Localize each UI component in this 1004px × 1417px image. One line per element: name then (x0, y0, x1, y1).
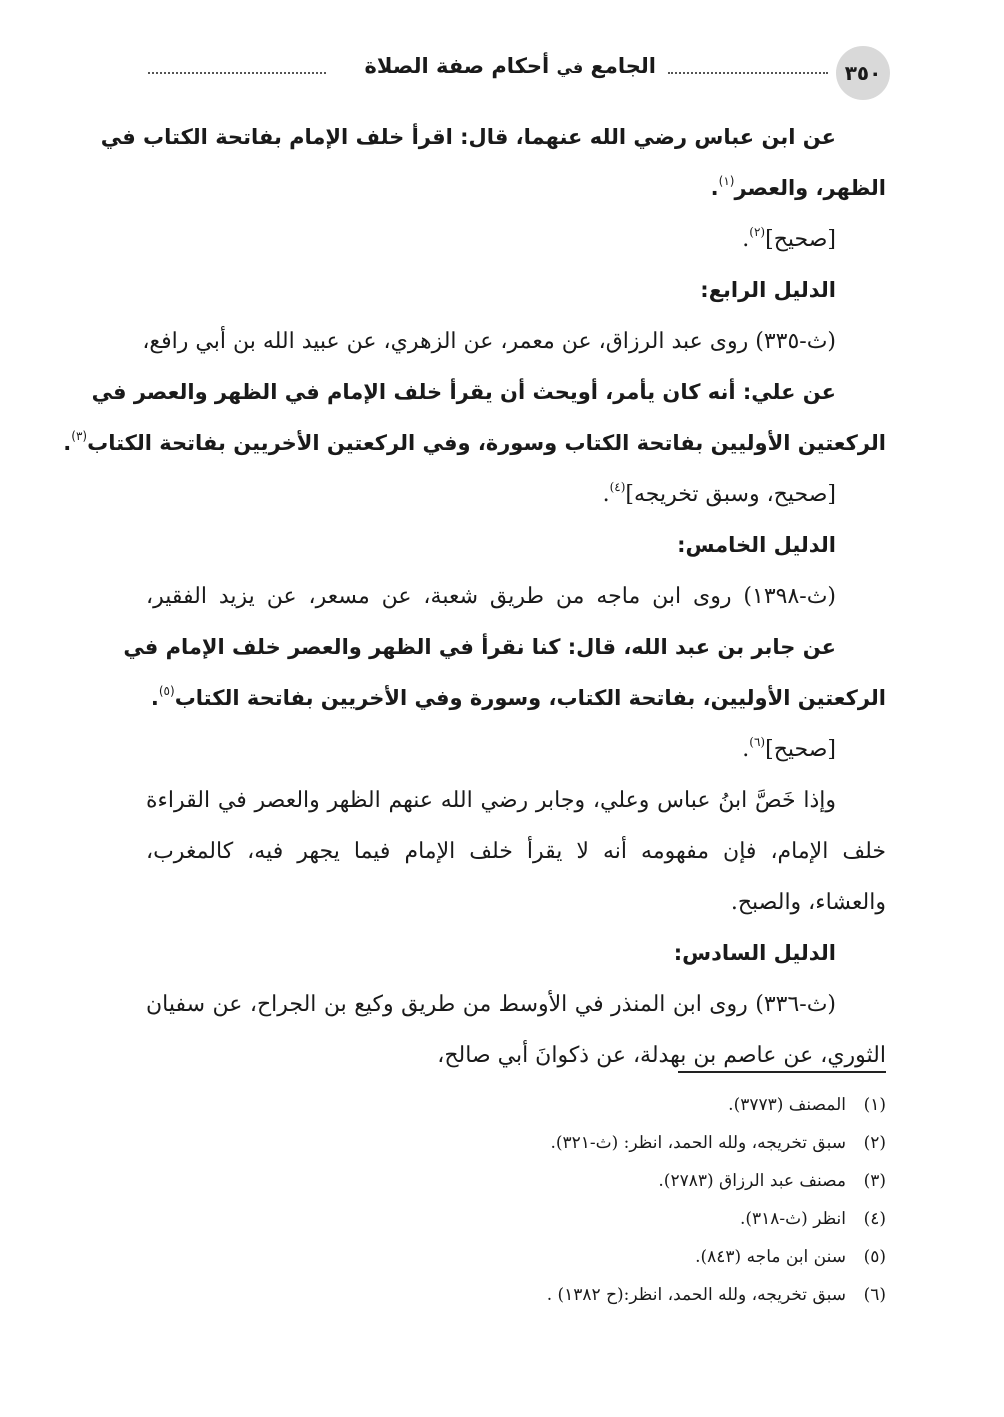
footnote-number: (٦) (863, 1285, 886, 1305)
grade-line: [صحيح]$^{(٦)}$. (742, 735, 836, 762)
footnote-number: (١) (863, 1095, 886, 1115)
footnote (146, 1238, 886, 1276)
footnote-ref: (١) (718, 174, 735, 188)
section-heading: الدليل الرابع: (700, 278, 836, 302)
footnote-text: المصنف (٣٧٧٣). (728, 1095, 846, 1115)
footnote-number: (٥) (863, 1247, 886, 1267)
grade-line: [صحيح]$^{(٢)}$. (742, 225, 836, 252)
footnote-text: مصنف عبد الرزاق (٢٧٨٣). (658, 1171, 846, 1191)
footnote-number: (٢) (863, 1133, 886, 1153)
header-dotted-rule-right (668, 72, 828, 74)
footnote-ref: (٢) (749, 225, 766, 239)
paragraph-line: والعشاء، والصبح. (730, 890, 886, 915)
paragraph-line: وإذا خَصَّ ابنُ عباس وعلي، وجابر رضي الله عنهم الظهر والعصر في القراءة (146, 788, 836, 813)
text-line: الركعتين الأوليين بفاتحة الكتاب وسورة، وفي الركعتين الأخريين بفاتحة الكتاب$^{(٣)}$. (63, 429, 886, 455)
footnote-text: انظر (ث-٣١٨). (739, 1209, 846, 1229)
footnote-ref: (٣) (71, 429, 88, 443)
footnote-separator (678, 1071, 886, 1073)
footnote (146, 1086, 886, 1124)
text-line: الركعتين الأوليين، بفاتحة الكتاب، وسورة وفي الأخريين بفاتحة الكتاب$^{(٥)}$. (150, 684, 886, 710)
footnote (146, 1124, 886, 1162)
footnote (146, 1200, 886, 1238)
grade-line: [صحيح، وسبق تخريجه]$^{(٤)}$. (602, 480, 836, 507)
footnote-text: سبق تخريجه، ولله الحمد، انظر:(ح ١٣٨٢) . (546, 1285, 846, 1305)
chain-line: (ث-١٣٩٨) روى ابن ماجه من طريق شعبة، عن مسعر، عن يزيد الفقير، (146, 584, 836, 609)
chain-line: الثوري، عن عاصم بن بهدلة، عن ذكوانَ أبي صالح، (437, 1043, 886, 1068)
page-header (148, 46, 890, 102)
section-heading: الدليل الخامس: (677, 533, 836, 557)
chain-line: (ث-٣٣٥) روى عبد الرزاق، عن معمر، عن الزهري، عن عبيد الله بن أبي رافع، (142, 329, 836, 354)
text-line: الظهر، والعصر$^{(١)}$. (710, 174, 886, 200)
footnote-text: سنن ابن ماجه (٨٤٣). (695, 1247, 846, 1267)
footnote-text: سبق تخريجه، ولله الحمد، انظر: (ث-٣٢١). (550, 1133, 846, 1153)
footnote-number: (٣) (863, 1171, 886, 1191)
page-body (63, 112, 886, 1081)
footnote-ref: (٦) (749, 735, 766, 749)
text-line: عن جابر بن عبد الله، قال: كنا نقرأ في الظهر والعصر خلف الإمام في (123, 635, 836, 659)
footnotes (146, 1086, 886, 1314)
book-title-part1: الجامع (590, 54, 656, 78)
footnote-ref: (٤) (609, 480, 626, 494)
text-line: عن علي: أنه كان يأمر، أويحث أن يقرأ خلف الإمام في الظهر والعصر في (91, 380, 836, 404)
page-number: ٣٥٠ (836, 46, 890, 100)
footnote-number: (٤) (863, 1209, 886, 1229)
paragraph-line: خلف الإمام، فإن مفهومه أنه لا يقرأ خلف الإمام فيما يجهر فيه، كالمغرب، (146, 839, 886, 864)
book-title (365, 54, 656, 78)
footnote (146, 1162, 886, 1200)
text-line: عن ابن عباس رضي الله عنهما، قال: اقرأ خلف الإمام بفاتحة الكتاب في (100, 125, 836, 149)
footnote (146, 1276, 886, 1314)
chain-line: (ث-٣٣٦) روى ابن المنذر في الأوسط من طريق وكيع بن الجراح، عن سفيان (146, 992, 836, 1017)
book-title-in: في (556, 58, 584, 77)
footnote-ref: (٥) (158, 684, 175, 698)
header-dotted-rule-left (148, 72, 326, 74)
book-title-part2: أحكام صفة الصلاة (364, 54, 550, 78)
section-heading: الدليل السادس: (673, 941, 836, 965)
